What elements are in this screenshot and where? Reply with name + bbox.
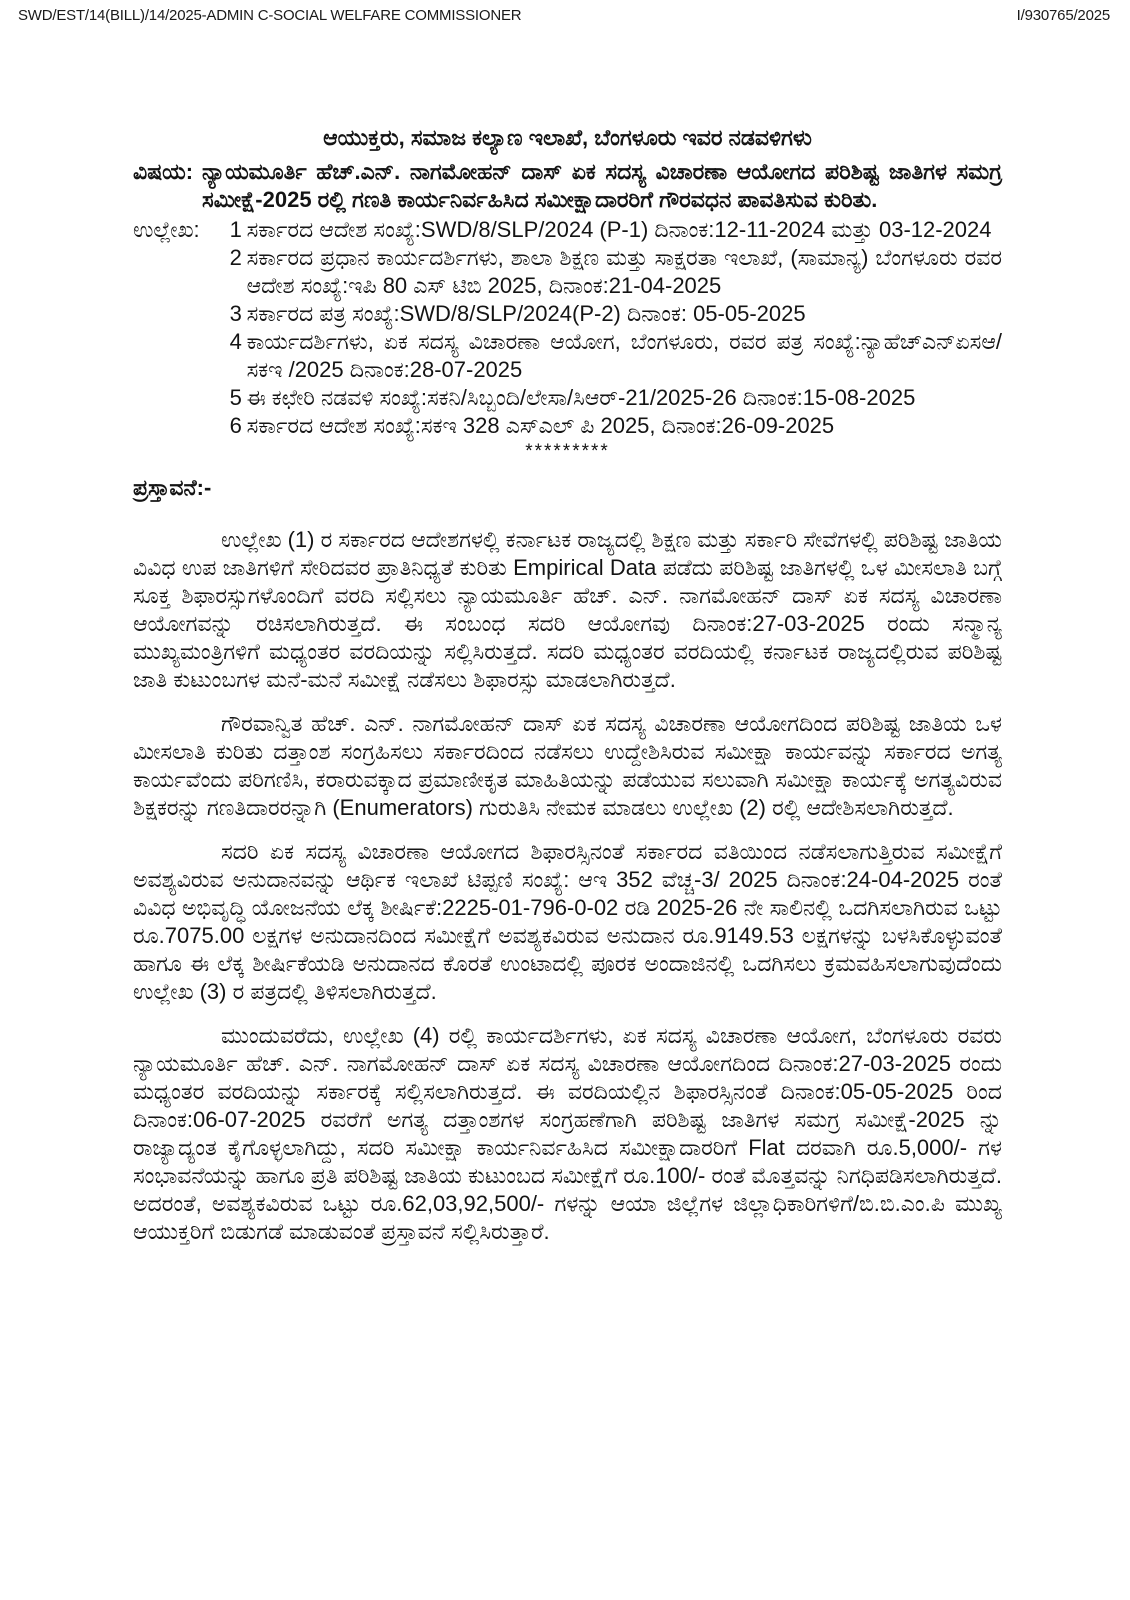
reference-item (230, 300, 1002, 328)
document-header (0, 0, 1130, 24)
reference-number: 4 (229, 329, 242, 354)
reference-number: 2 (229, 245, 242, 270)
paragraph-1: ಉಲ್ಲೇಖ (1) ರ ಸರ್ಕಾರದ ಆದೇಶಗಳಲ್ಲಿ ಕರ್ನಾಟಕ ರಾಜ್ಯದಲ್ಲಿ ಶಿಕ್ಷಣ ಮತ್ತು ಸರ್ಕಾರಿ ಸೇವೆಗಳಲ್ಲಿ ಪರಿಶಿಷ್ಟ ಜಾತಿಯ ವಿವಿಧ ಉಪ ಜಾತಿಗಳಿಗೆ ಸೇರಿದವರ ಪ್ರಾತಿನಿಧ್ಯತೆ ಕುರಿತು Empirical Data ಪಡೆದು ಪರಿಶಿಷ್ಟ ಜಾತಿಗಳಲ್ಲಿ ಒಳ ಮೀಸಲಾತಿ ಬಗ್ಗೆ ಸೂಕ್ತ ಶಿಫಾರಸ್ಸುಗಳೊಂದಿಗೆ ವರದಿ ಸಲ್ಲಿಸಲು ನ್ಯಾಯಮೂರ್ತಿ ಹೆಚ್. ಎನ್. ನಾಗಮೋಹನ್ ದಾಸ್ ಏಕ ಸದಸ್ಯ ವಿಚಾರಣಾ ಆಯೋಗವನ್ನು ರಚಿಸಲಾಗಿರುತ್ತದೆ. ಈ ಸಂಬಂಧ ಸದರಿ ಆಯೋಗವು ದಿನಾಂಕ:27-03-2025 ರಂದು ಸನ್ಮಾನ್ಯ ಮುಖ್ಯಮಂತ್ರಿಗಳಿಗೆ ಮಧ್ಯಂತರ ವರದಿಯನ್ನು ಸಲ್ಲಿಸಿರುತ್ತದೆ. ಸದರಿ ಮಧ್ಯಂತರ ವರದಿಯಲ್ಲಿ ಕರ್ನಾಟಕ ರಾಜ್ಯದಲ್ಲಿರುವ ಪರಿಶಿಷ್ಟ ಜಾತಿ ಕುಟುಂಬಗಳ ಮನೆ-ಮನೆ ಸಮೀಕ್ಷೆ ನಡೆಸಲು ಶಿಫಾರಸ್ಸು ಮಾಡಲಾಗಿರುತ್ತದೆ. (133, 527, 1002, 692)
reference-item (230, 384, 1002, 412)
paragraph-4: ಮುಂದುವರೆದು, ಉಲ್ಲೇಖ (4) ರಲ್ಲಿ ಕಾರ್ಯದರ್ಶಿಗಳು, ಏಕ ಸದಸ್ಯ ವಿಚಾರಣಾ ಆಯೋಗ, ಬೆಂಗಳೂರು ರವರು ನ್ಯಾಯಮೂರ್ತಿ ಹೆಚ್. ಎನ್. ನಾಗಮೋಹನ್ ದಾಸ್ ಏಕ ಸದಸ್ಯ ವಿಚಾರಣಾ ಆಯೋಗದಿಂದ ದಿನಾಂಕ:27-03-2025 ರಂದು ಮಧ್ಯಂತರ ವರದಿಯನ್ನು ಸರ್ಕಾರಕ್ಕೆ ಸಲ್ಲಿಸಲಾಗಿರುತ್ತದೆ. ಈ ವರದಿಯಲ್ಲಿನ ಶಿಫಾರಸ್ಸಿನಂತೆ ದಿನಾಂಕ:05-05-2025 ರಿಂದ ದಿನಾಂಕ:06-07-2025 ರವರೆಗೆ ಅಗತ್ಯ ದತ್ತಾಂಶಗಳ ಸಂಗ್ರಹಣೆಗಾಗಿ ಪರಿಶಿಷ್ಟ ಜಾತಿಗಳ ಸಮಗ್ರ ಸಮೀಕ್ಷೆ-2025 ನ್ನು ರಾಜ್ಯಾದ್ಯಂತ ಕೈಗೊಳ್ಳಲಾಗಿದ್ದು, ಸದರಿ ಸಮೀಕ್ಷಾ ಕಾರ್ಯನಿರ್ವಹಿಸಿದ ಸಮೀಕ್ಷಾದಾರರಿಗೆ Flat ದರವಾಗಿ ರೂ.5,000/- ಗಳ ಸಂಭಾವನೆಯನ್ನು ಹಾಗೂ ಪ್ರತಿ ಪರಿಶಿಷ್ಟ ಜಾತಿಯ ಕುಟುಂಬದ ಸಮೀಕ್ಷೆಗೆ ರೂ.100/- ರಂತೆ ಮೊತ್ತವನ್ನು ನಿಗಧಿಪಡಿಸಲಾಗಿರುತ್ತದೆ. ಅದರಂತೆ, ಅವಶ್ಯಕವಿರುವ ಒಟ್ಟು ರೂ.62,03,92,500/- ಗಳನ್ನು ಆಯಾ ಜಿಲ್ಲೆಗಳ ಜಿಲ್ಲಾಧಿಕಾರಿಗಳಿಗೆ/ಬಿ.ಬಿ.ಎಂ.ಪಿ ಮುಖ್ಯ ಆಯುಕ್ತರಿಗೆ ಬಿಡುಗಡೆ ಮಾಡುವಂತೆ ಪ್ರಸ್ತಾವನೆ ಸಲ್ಲಿಸಿರುತ್ತಾರೆ. (133, 1023, 1002, 1244)
reference-text: ಸರ್ಕಾರದ ಆದೇಶ ಸಂಖ್ಯೆ:SWD/8/SLP/2024 (P-1) ದಿನಾಂಕ:12-11-2024 ಮತ್ತು 03-12-2024 (246, 217, 992, 242)
document-body (133, 124, 1002, 1246)
file-reference: SWD/EST/14(BILL)/14/2025-ADMIN C-SOCIAL WELFARE COMMISSIONER (18, 7, 522, 24)
reference-number: 6 (229, 413, 242, 438)
document-number: I/930765/2025 (1016, 7, 1110, 24)
reference-text: ಈ ಕಛೇರಿ ನಡವಳಿ ಸಂಖ್ಯೆ:ಸಕನಿ/ಸಿಬ್ಬಂದಿ/ಲೇಸಾ/ಸಿಆರ್-21/2025-26 ದಿನಾಂಕ:15-08-2025 (246, 385, 916, 410)
reference-item (230, 412, 1002, 440)
separator-stars: ********* (525, 441, 610, 462)
references-label: ಉಲ್ಲೇಖ: (133, 217, 200, 242)
reference-text: ಕಾರ್ಯದರ್ಶಿಗಳು, ಏಕ ಸದಸ್ಯ ವಿಚಾರಣಾ ಆಯೋಗ, ಬೆಂಗಳೂರು, ರವರ ಪತ್ರ ಸಂಖ್ಯೆ:ನ್ಯಾಹೆಚ್ಎನ್ಏಸಆ/ಸಕಇ /2025 ದಿನಾಂಕ:28-07-2025 (246, 329, 1002, 382)
document-title: ಆಯುಕ್ತರು, ಸಮಾಜ ಕಲ್ಯಾಣ ಇಲಾಖೆ, ಬೆಂಗಳೂರು ಇವರ ನಡವಳಿಗಳು (323, 125, 812, 150)
paragraph-3: ಸದರಿ ಏಕ ಸದಸ್ಯ ವಿಚಾರಣಾ ಆಯೋಗದ ಶಿಫಾರಸ್ಸಿನಂತೆ ಸರ್ಕಾರದ ವತಿಯಿಂದ ನಡೆಸಲಾಗುತ್ತಿರುವ ಸಮೀಕ್ಷೆಗೆ ಅವಶ್ಯವಿರುವ ಅನುದಾನವನ್ನು ಆರ್ಥಿಕ ಇಲಾಖೆ ಟಿಪ್ಪಣಿ ಸಂಖ್ಯೆ: ಆಇ 352 ವೆಚ್ಚ-3/ 2025 ದಿನಾಂಕ:24-04-2025 ರಂತೆ ವಿವಿಧ ಅಭಿವೃದ್ಧಿ ಯೋಜನೆಯ ಲೆಕ್ಕ ಶೀರ್ಷಿಕೆ:2225-01-796-0-02 ರಡಿ 2025-26 ನೇ ಸಾಲಿನಲ್ಲಿ ಒದಗಿಸಲಾಗಿರುವ ಒಟ್ಟು ರೂ.7075.00 ಲಕ್ಷಗಳ ಅನುದಾನದಿಂದ ಸಮೀಕ್ಷೆಗೆ ಅವಶ್ಯಕವಿರುವ ಅನುದಾನ ರೂ.9149.53 ಲಕ್ಷಗಳನ್ನು ಬಳಸಿಕೊಳ್ಳುವಂತೆ ಹಾಗೂ ಈ ಲೆಕ್ಕ ಶೀರ್ಷಿಕೆಯಡಿ ಅನುದಾನದ ಕೊರತೆ ಉಂಟಾದಲ್ಲಿ ಪೂರಕ ಅಂದಾಜಿನಲ್ಲಿ ಒದಗಿಸಲು ಕ್ರಮವಹಿಸಲಾಗುವುದೆಂದು ಉಲ್ಲೇಖ (3) ರ ಪತ್ರದಲ್ಲಿ ತಿಳಿಸಲಾಗಿರುತ್ತದೆ. (133, 839, 1002, 1004)
reference-text: ಸರ್ಕಾರದ ಪತ್ರ ಸಂಖ್ಯೆ:SWD/8/SLP/2024(P-2) ದಿನಾಂಕ: 05-05-2025 (246, 301, 806, 326)
references-list (230, 216, 1002, 440)
reference-text: ಸರ್ಕಾರದ ಪ್ರಧಾನ ಕಾರ್ಯದರ್ಶಿಗಳು, ಶಾಲಾ ಶಿಕ್ಷಣ ಮತ್ತು ಸಾಕ್ಷರತಾ ಇಲಾಖೆ, (ಸಾಮಾನ್ಯ) ಬೆಂಗಳೂರು ರವರ ಆದೇಶ ಸಂಖ್ಯೆ:ಇಪಿ 80 ಎಸ್ ಟಿಬಿ 2025, ದಿನಾಂಕ:21-04-2025 (246, 245, 1002, 298)
paragraph-2: ಗೌರವಾನ್ವಿತ ಹೆಚ್. ಎನ್. ನಾಗಮೋಹನ್ ದಾಸ್ ಏಕ ಸದಸ್ಯ ವಿಚಾರಣಾ ಆಯೋಗದಿಂದ ಪರಿಶಿಷ್ಟ ಜಾತಿಯ ಒಳ ಮೀಸಲಾತಿ ಕುರಿತು ದತ್ತಾಂಶ ಸಂಗ್ರಹಿಸಲು ಸರ್ಕಾರದಿಂದ ನಡೆಸಲು ಉದ್ದೇಶಿಸಿರುವ ಸಮೀಕ್ಷಾ ಕಾರ್ಯವನ್ನು ಸರ್ಕಾರದ ಅಗತ್ಯ ಕಾರ್ಯವೆಂದು ಪರಿಗಣಿಸಿ, ಕರಾರುವಕ್ಕಾದ ಪ್ರಮಾಣೀಕೃತ ಮಾಹಿತಿಯನ್ನು ಪಡೆಯುವ ಸಲುವಾಗಿ ಸಮೀಕ್ಷಾ ಕಾರ್ಯಕ್ಕೆ ಅಗತ್ಯವಿರುವ ಶಿಕ್ಷಕರನ್ನು ಗಣತಿದಾರರನ್ನಾಗಿ (Enumerators) ಗುರುತಿಸಿ ನೇಮಕ ಮಾಡಲು ಉಲ್ಲೇಖ (2) ರಲ್ಲಿ ಆದೇಶಿಸಲಾಗಿರುತ್ತದೆ. (133, 711, 1002, 820)
reference-number: 3 (229, 301, 242, 326)
subject-label: ವಿಷಯ: (133, 159, 194, 184)
reference-item (230, 244, 1002, 300)
subject-text: ನ್ಯಾಯಮೂರ್ತಿ ಹೆಚ್.ಎನ್. ನಾಗಮೋಹನ್ ದಾಸ್ ಏಕ ಸದಸ್ಯ ವಿಚಾರಣಾ ಆಯೋಗದ ಪರಿಶಿಷ್ಟ ಜಾತಿಗಳ ಸಮಗ್ರ ಸಮೀಕ್ಷೆ-2025 ರಲ್ಲಿ ಗಣತಿ ಕಾರ್ಯನಿರ್ವಹಿಸಿದ ಸಮೀಕ್ಷಾದಾರರಿಗೆ ಗೌರವಧನ ಪಾವತಿಸುವ ಕುರಿತು. (202, 159, 1002, 212)
reference-item (230, 328, 1002, 384)
subject-block (133, 158, 1002, 214)
reference-item (230, 216, 1002, 244)
reference-number: 1 (229, 217, 242, 242)
preamble-heading: ಪ್ರಸ್ತಾವನೆ:- (133, 475, 212, 500)
reference-number: 5 (229, 385, 242, 410)
references-block (133, 216, 1002, 440)
reference-text: ಸರ್ಕಾರದ ಆದೇಶ ಸಂಖ್ಯೆ:ಸಕಇ 328 ಎಸ್ಎಲ್ ಪಿ 2025, ದಿನಾಂಕ:26-09-2025 (246, 413, 835, 438)
